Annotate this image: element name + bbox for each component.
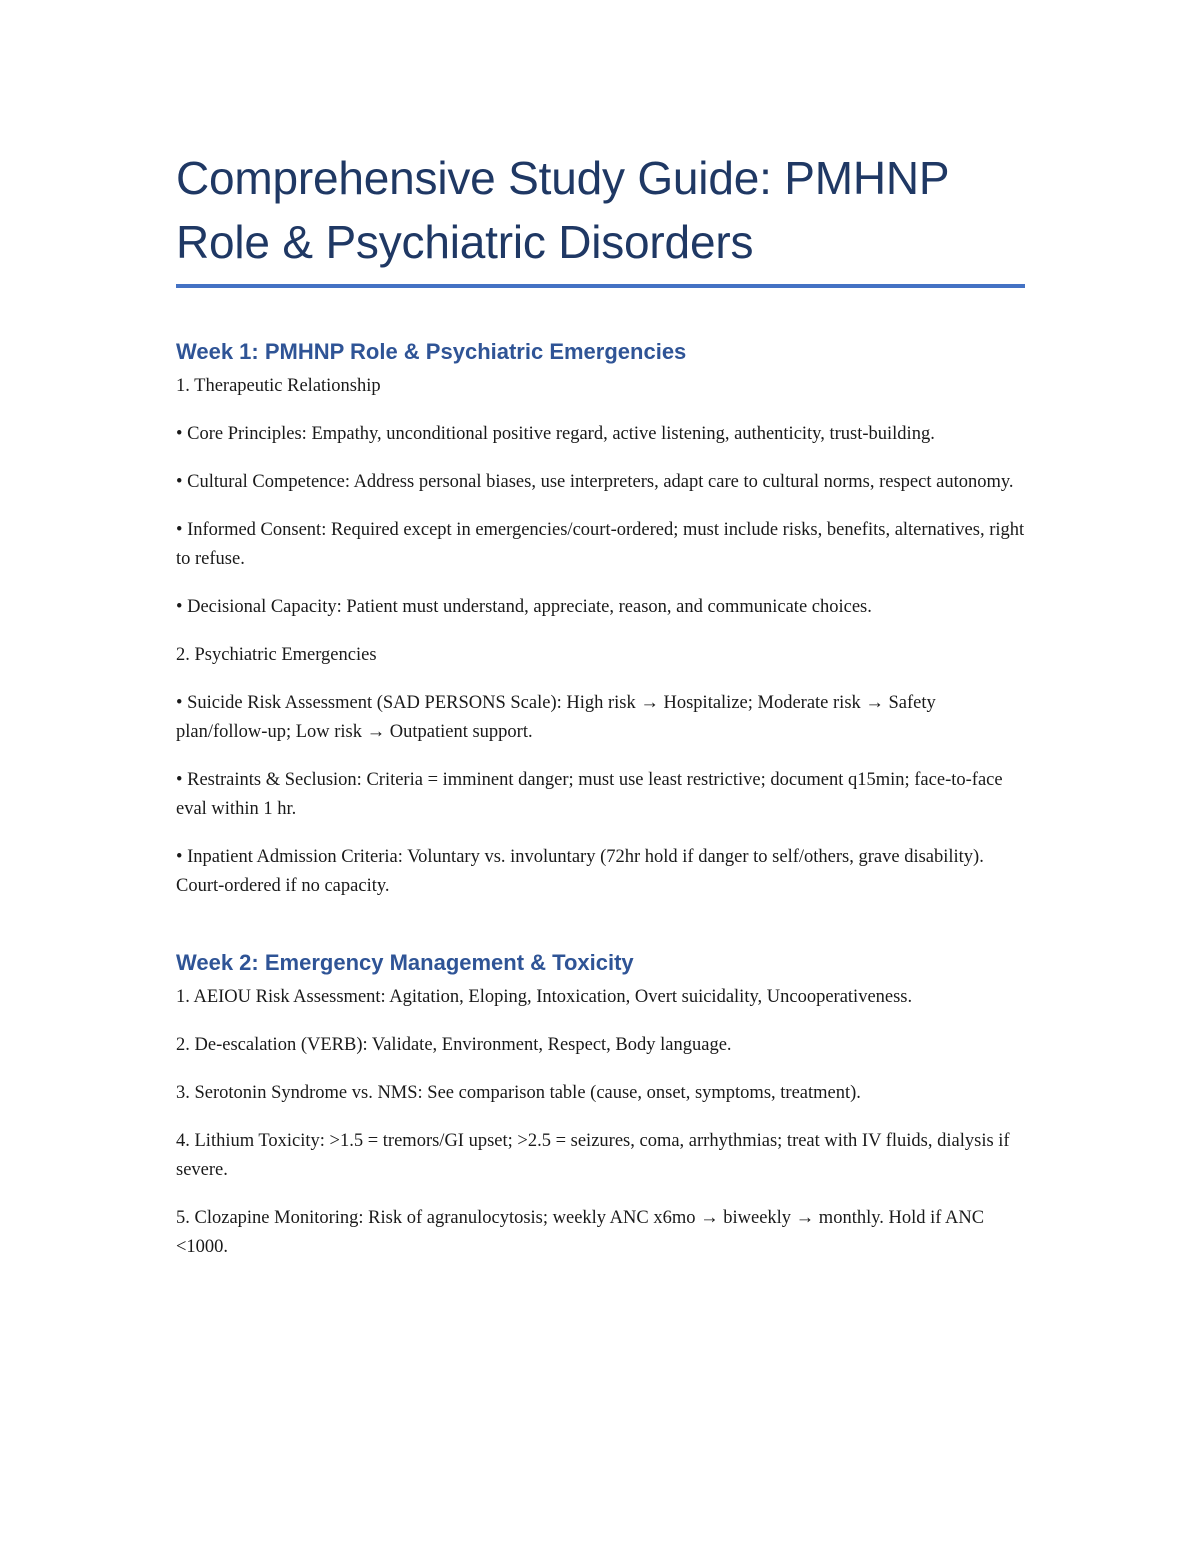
- section-therapeutic-relationship-title: 1. Therapeutic Relationship: [176, 376, 381, 396]
- title-underline-rule: [176, 284, 1025, 288]
- week-1-heading: Week 1: PMHNP Role & Psychiatric Emergencies: [176, 339, 687, 364]
- list-item-clozapine-monitoring: 5. Clozapine Monitoring: Risk of agranulocytosis; weekly ANC x6mo → biweekly → monthly. Hold if ANC <1000.: [176, 1208, 985, 1257]
- list-item-restraints-seclusion: • Restraints & Seclusion: Criteria = imminent danger; must use least restrictive; document q15min; face-to-face eval within 1 hr.: [176, 770, 1003, 819]
- document-title-line-1: Comprehensive Study Guide: PMHNP: [176, 152, 950, 204]
- week-2-heading: Week 2: Emergency Management & Toxicity: [176, 950, 634, 975]
- document-page: [176, 0, 1026, 1262]
- list-item-lithium-toxicity: 4. Lithium Toxicity: >1.5 = tremors/GI upset; >2.5 = seizures, coma, arrhythmias; treat with IV fluids, dialysis if severe.: [176, 1131, 1010, 1180]
- list-item-core-principles: • Core Principles: Empathy, unconditional positive regard, active listening, authenticity, trust-building.: [176, 424, 935, 444]
- list-item-informed-consent: • Informed Consent: Required except in emergencies/court-ordered; must include risks, benefits, alternatives, right to refuse.: [176, 520, 1025, 569]
- week-2-section: [176, 949, 1026, 1262]
- list-item-decisional-capacity: • Decisional Capacity: Patient must understand, appreciate, reason, and communicate choices.: [176, 597, 872, 617]
- list-item-aeiou: 1. AEIOU Risk Assessment: Agitation, Eloping, Intoxication, Overt suicidality, Uncooperativeness.: [176, 987, 913, 1007]
- section-psychiatric-emergencies-title: 2. Psychiatric Emergencies: [176, 645, 377, 665]
- document-title-line-2: Role & Psychiatric Disorders: [176, 216, 754, 268]
- list-item-de-escalation: 2. De-escalation (VERB): Validate, Environment, Respect, Body language.: [176, 1035, 732, 1055]
- list-item-inpatient-admission: • Inpatient Admission Criteria: Voluntary vs. involuntary (72hr hold if danger to self/others, grave disability). Court-ordered if no capacity.: [176, 847, 984, 896]
- list-item-cultural-competence: • Cultural Competence: Address personal biases, use interpreters, adapt care to cultural norms, respect autonomy.: [176, 472, 1014, 492]
- list-item-suicide-risk: • Suicide Risk Assessment (SAD PERSONS Scale): High risk → Hospitalize; Moderate risk → Safety plan/follow-up; Low risk → Outpatient support.: [176, 693, 936, 742]
- document-title: [176, 0, 1026, 274]
- week-1-section: [176, 338, 1026, 901]
- list-item-serotonin-nms: 3. Serotonin Syndrome vs. NMS: See comparison table (cause, onset, symptoms, treatment).: [176, 1083, 861, 1103]
